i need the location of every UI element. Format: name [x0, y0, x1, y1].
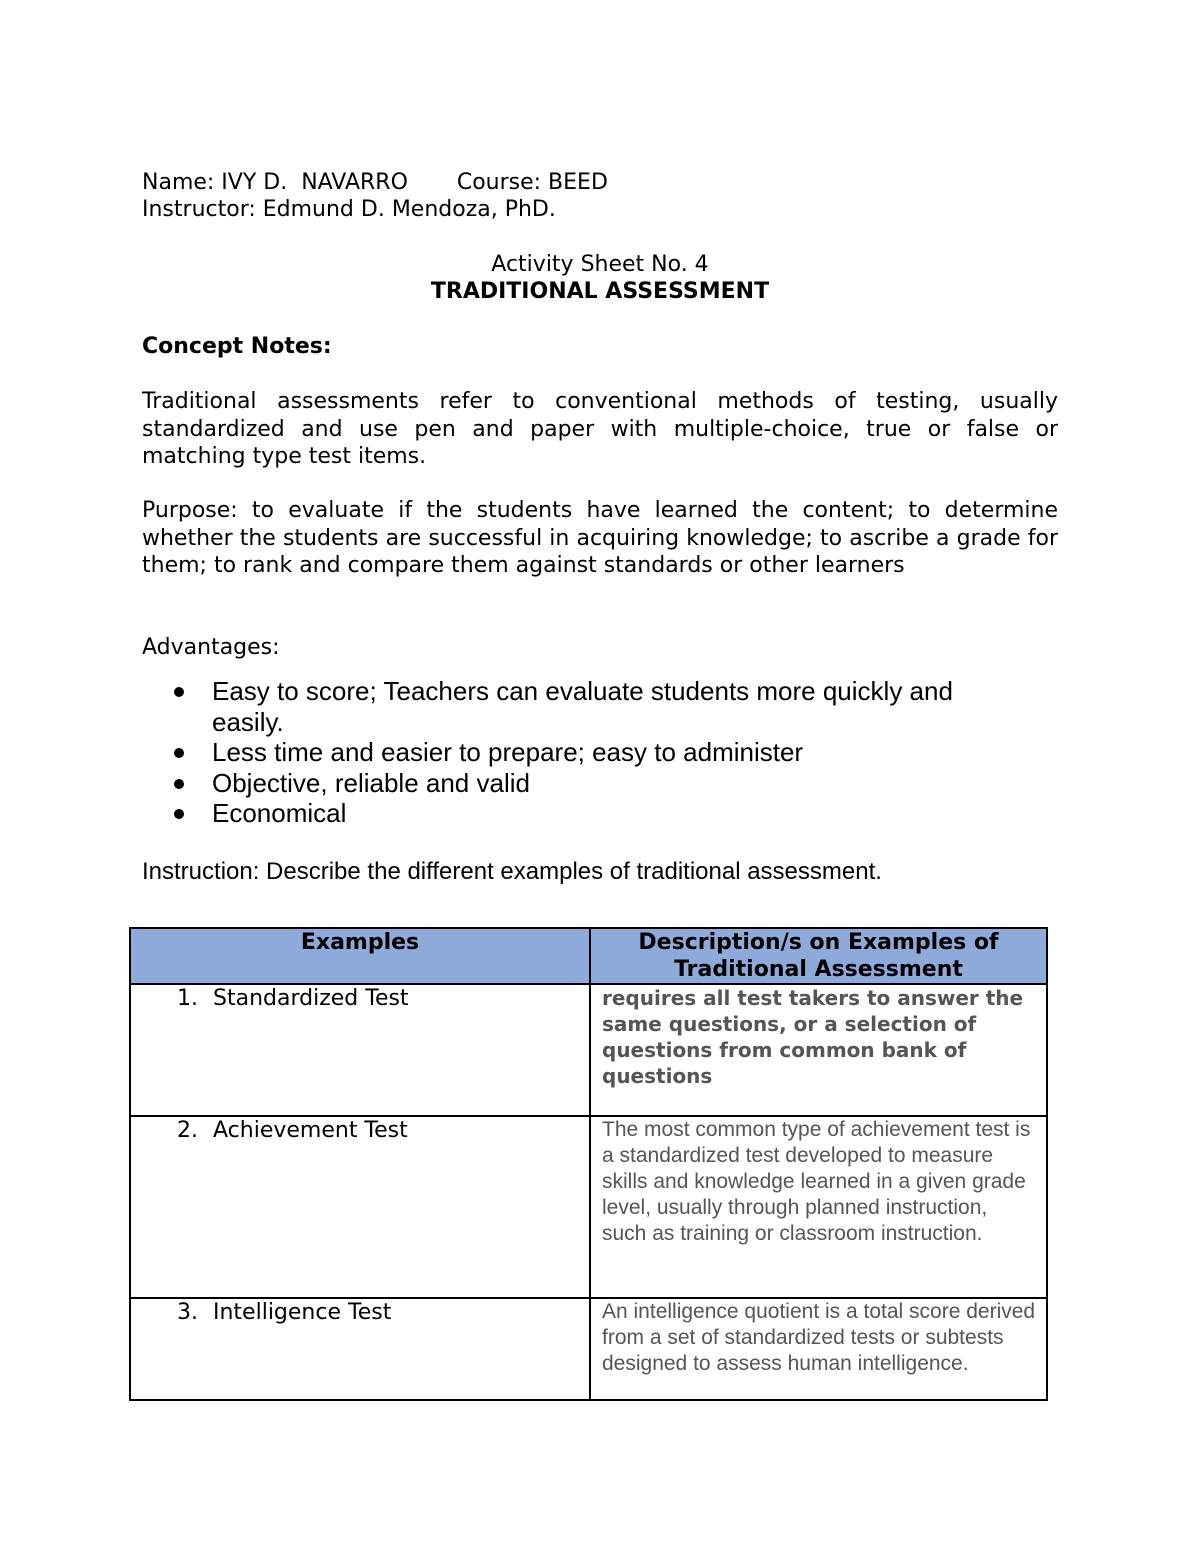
bullet-icon	[174, 748, 184, 758]
bullet-icon	[174, 779, 184, 789]
examples-column-header: Examples	[130, 928, 590, 984]
examples-table	[129, 927, 1048, 1401]
definition-paragraph: Traditional assessments refer to conventional methods of testing, usually standardized and use pen and paper with multiple-choice, true or false or matching type test items.	[142, 389, 1058, 469]
activity-number: Activity Sheet No. 4	[491, 252, 709, 277]
advantages-label: Advantages:	[142, 635, 280, 660]
list-item: Economical	[170, 798, 1030, 829]
concept-notes-heading: Concept Notes:	[142, 334, 332, 359]
example-cell: 1. Standardized Test	[130, 984, 590, 1116]
description-cell: An intelligence quotient is a total score derived from a set of standardized tests or subtests designed to assess human intelligence.	[590, 1298, 1047, 1400]
list-item: Less time and easier to prepare; easy to administer	[170, 737, 1030, 768]
purpose-paragraph: Purpose: to evaluate if the students have learned the content; to determine whether the students are successful in acquiring knowledge; to ascribe a grade for them; to rank and compare them against standards or other learners	[142, 498, 1058, 578]
table-row	[130, 984, 1047, 1116]
description-column-header: Description/s on Examples of Traditional Assessment	[590, 928, 1047, 984]
table-row	[130, 1116, 1047, 1298]
example-cell: 3. Intelligence Test	[130, 1298, 590, 1400]
name-course-line: Name: IVY D. NAVARRO Course: BEED	[142, 170, 608, 195]
description-cell: The most common type of achievement test is a standardized test developed to measure skills and knowledge learned in a given grade level, usually through planned instruction, such as training or classroom instruction.	[590, 1116, 1047, 1298]
table-header-row	[130, 928, 1047, 984]
table-row	[130, 1298, 1047, 1400]
example-cell: 2. Achievement Test	[130, 1116, 590, 1298]
list-item: Easy to score; Teachers can evaluate students more quickly and easily.	[170, 676, 1030, 737]
instructor-line: Instructor: Edmund D. Mendoza, PhD.	[142, 197, 556, 222]
bullet-icon	[174, 687, 184, 697]
bullet-icon	[174, 809, 184, 819]
advantages-list	[170, 676, 1030, 829]
instruction-text: Instruction: Describe the different examples of traditional assessment.	[142, 858, 882, 885]
list-item: Objective, reliable and valid	[170, 768, 1030, 799]
page-title: TRADITIONAL ASSESSMENT	[430, 279, 770, 304]
description-cell: requires all test takers to answer the same questions, or a selection of questions from common bank of questions	[590, 984, 1047, 1116]
